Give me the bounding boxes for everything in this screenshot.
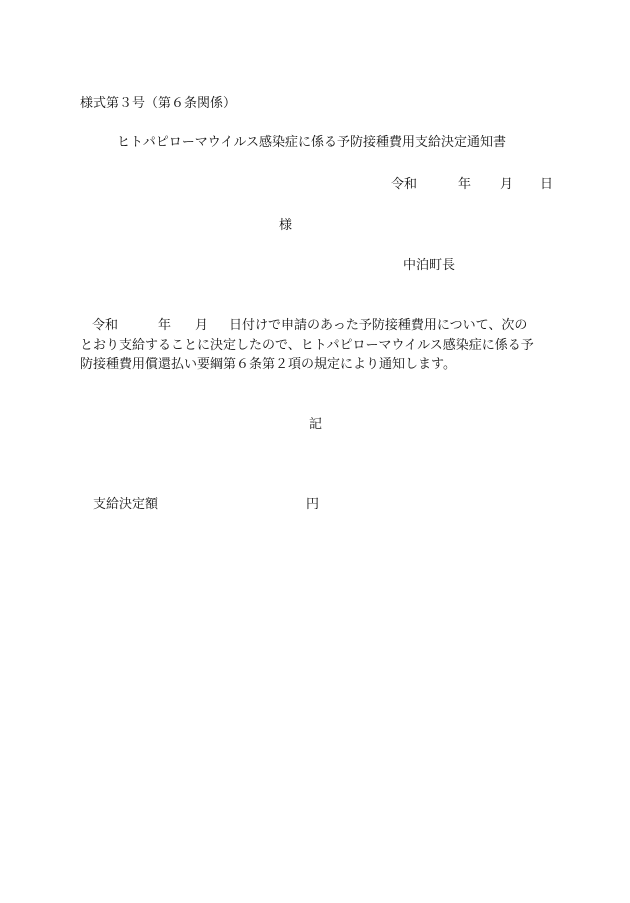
body-line-1-rest: 日付けで申請のあった予防接種費用について、次の: [229, 318, 528, 333]
body-line-2: とおり支給することに決定したので、ヒトパピローマウイルス感染症に係る予: [80, 338, 534, 353]
date-era: 令和: [391, 177, 418, 192]
date-day: 日: [540, 177, 554, 192]
date-month: 月: [500, 177, 514, 192]
issuer-name: 中泊町長: [403, 258, 456, 273]
body-line-3: 防接種費用償還払い要綱第６条第２項の規定により通知します。: [80, 357, 456, 372]
form-number: 様式第３号（第６条関係）: [80, 96, 237, 111]
date-year: 年: [458, 177, 472, 192]
amount-label: 支給決定額: [93, 497, 159, 512]
body-date-year: 年: [158, 318, 172, 333]
ki-heading: 記: [309, 417, 323, 432]
amount-unit: 円: [306, 497, 320, 512]
document-title: ヒトパピローマウイルス感染症に係る予防接種費用支給決定通知書: [117, 135, 506, 150]
body-date-era: 令和: [92, 318, 119, 333]
body-line-1: [80, 319, 527, 332]
addressee-honorific: 様: [279, 218, 293, 233]
body-date-month: 月: [195, 318, 209, 333]
